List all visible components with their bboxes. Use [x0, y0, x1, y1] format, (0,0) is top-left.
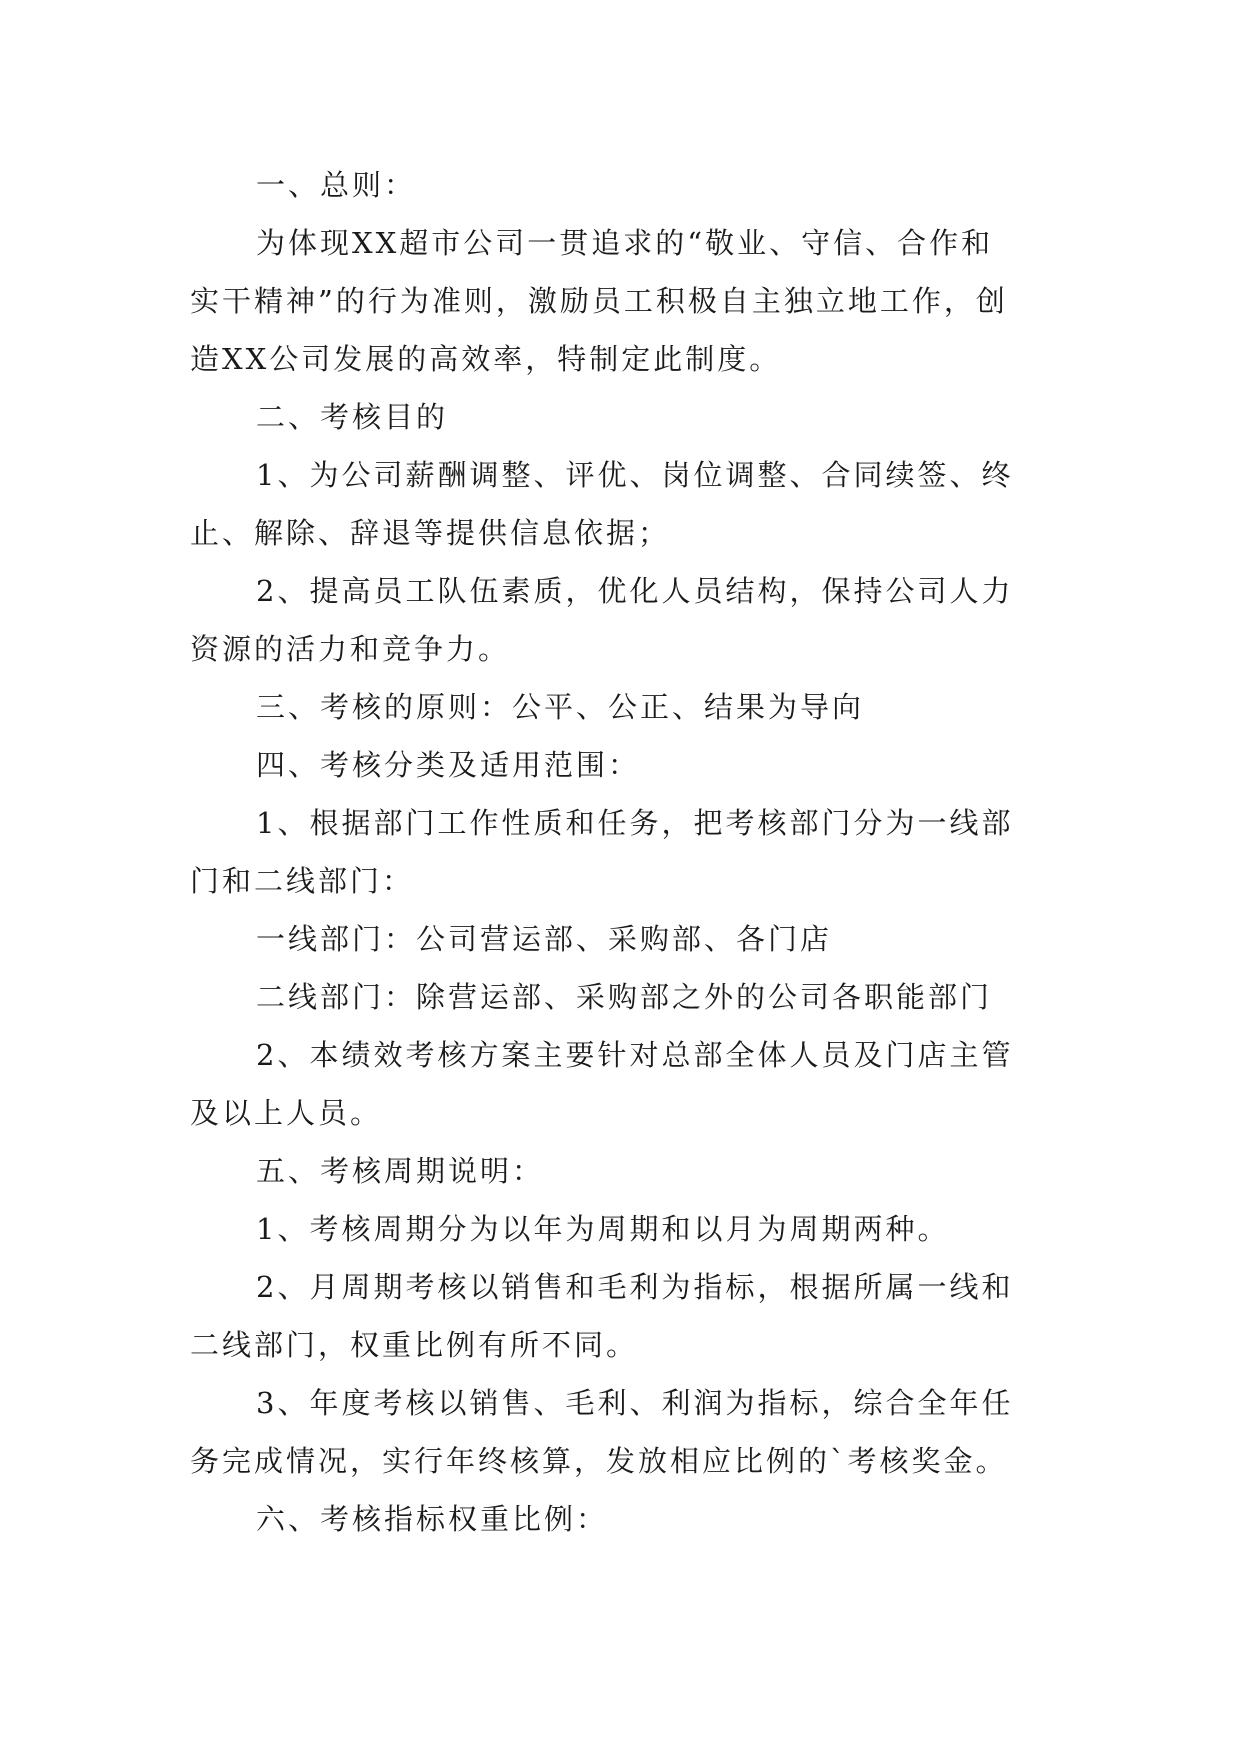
heading-assessment-cycle	[190, 1142, 1050, 1200]
text-line: 五、考核周期说明：	[256, 1154, 545, 1188]
first-line-departments	[190, 910, 1050, 968]
text-line: 止、解除、辞退等提供信息依据；	[190, 516, 671, 550]
text-line: 及以上人员。	[190, 1096, 383, 1130]
text-line: 为体现XX超市公司一贯追求的“敬业、守信、合作和	[256, 226, 994, 260]
text-line: 二、考核目的	[256, 400, 449, 434]
text-line: 三、考核的原则：公平、公正、结果为导向	[256, 690, 865, 724]
heading-indicator-weights	[190, 1490, 1050, 1548]
text-line: 1、为公司薪酬调整、评优、岗位调整、合同续签、终	[256, 458, 1014, 492]
heading-assessment-scope	[190, 736, 1050, 794]
list-item-cycle-1	[190, 1200, 1050, 1258]
text-line: 一线部门：公司营运部、采购部、各门店	[256, 922, 833, 956]
text-line: 3、年度考核以销售、毛利、利润为指标，综合全年任	[256, 1386, 1014, 1420]
list-item-cycle-3	[190, 1374, 1050, 1490]
list-item-scope-1	[190, 794, 1050, 910]
second-line-departments	[190, 968, 1050, 1026]
paragraph-purpose	[190, 214, 1050, 388]
text-line: 二线部门：除营运部、采购部之外的公司各职能部门	[256, 980, 993, 1014]
text-line: 资源的活力和竞争力。	[190, 632, 511, 666]
text-line: 门和二线部门：	[190, 864, 415, 898]
text-line: 2、提高员工队伍素质，优化人员结构，保持公司人力	[256, 574, 1014, 608]
document-body	[190, 156, 1050, 1548]
text-line: 2、本绩效考核方案主要针对总部全体人员及门店主管	[256, 1038, 1014, 1072]
text-line: 实干精神”的行为准则，激励员工积极自主独立地工作，创	[190, 284, 1008, 318]
text-line: 二线部门，权重比例有所不同。	[190, 1328, 639, 1362]
text-line: 1、根据部门工作性质和任务，把考核部门分为一线部	[256, 806, 1014, 840]
heading-assessment-purpose	[190, 388, 1050, 446]
text-line: 2、月周期考核以销售和毛利为指标，根据所属一线和	[256, 1270, 1014, 1304]
text-line: 造XX公司发展的高效率，特制定此制度。	[190, 342, 782, 376]
text-line: 务完成情况，实行年终核算，发放相应比例的`考核奖金。	[190, 1444, 1008, 1478]
list-item-cycle-2	[190, 1258, 1050, 1374]
text-line: 1、考核周期分为以年为周期和以月为周期两种。	[256, 1212, 950, 1246]
heading-general-principles	[190, 156, 1050, 214]
text-line: 一、总则：	[256, 168, 417, 202]
text-line: 六、考核指标权重比例：	[256, 1502, 609, 1536]
text-line: 四、考核分类及适用范围：	[256, 748, 641, 782]
list-item-purpose-2	[190, 562, 1050, 678]
list-item-purpose-1	[190, 446, 1050, 562]
heading-assessment-principles	[190, 678, 1050, 736]
list-item-scope-2	[190, 1026, 1050, 1142]
